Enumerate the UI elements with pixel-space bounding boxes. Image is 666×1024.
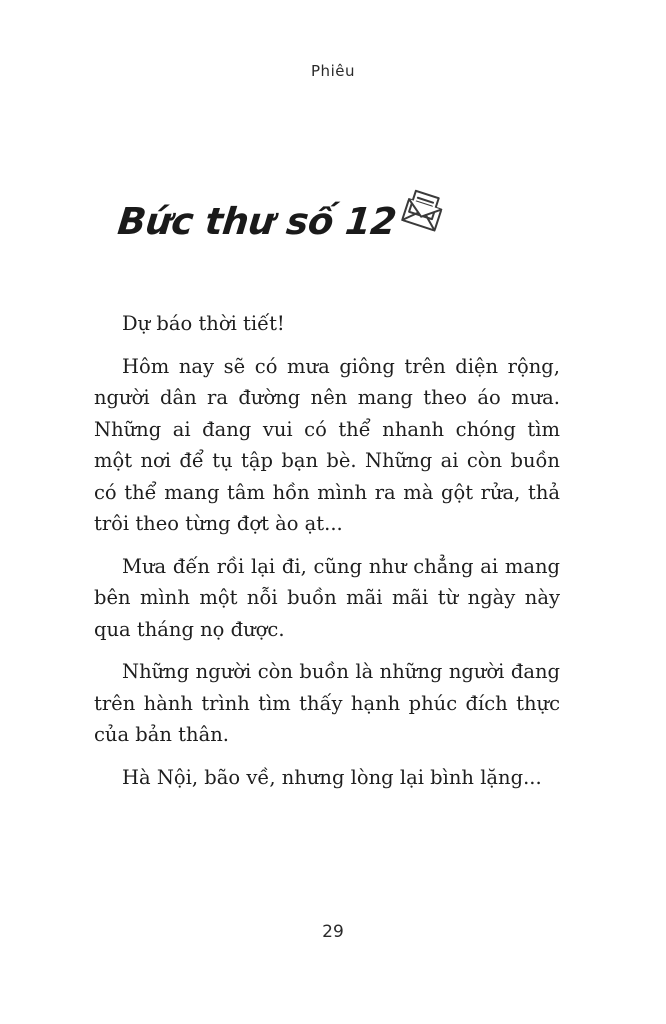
paragraph: Những người còn buồn là những người đang trên hành trình tìm thấy hạnh phúc đích thực của bản thân.	[94, 660, 560, 746]
running-head: Phiêu	[311, 62, 355, 80]
paragraph: Hà Nội, bão về, nhưng lòng lại bình lặng...	[122, 765, 542, 789]
paragraph: Mưa đến rồi lại đi, cũng như chẳng ai mang bên mình một nỗi buồn mãi mãi từ ngày này qua tháng nọ được.	[94, 554, 560, 641]
chapter-title: Bức thư số 12	[115, 200, 399, 243]
paragraph: Hôm nay sẽ có mưa giông trên diện rộng, người dân ra đường nên mang theo áo mưa. Những ai đang vui có thể nhanh chóng tìm một nơi để tụ tập bạn bè. Những ai còn buồn có thể mang tâm hồn mình ra mà gột rửa, thả trôi theo từng đợt ào ạt...	[94, 354, 560, 535]
paragraph: Dự báo thời tiết!	[122, 312, 285, 335]
letter-body	[94, 308, 560, 804]
envelope-letter-icon	[398, 186, 448, 236]
page-number: 29	[322, 922, 344, 942]
